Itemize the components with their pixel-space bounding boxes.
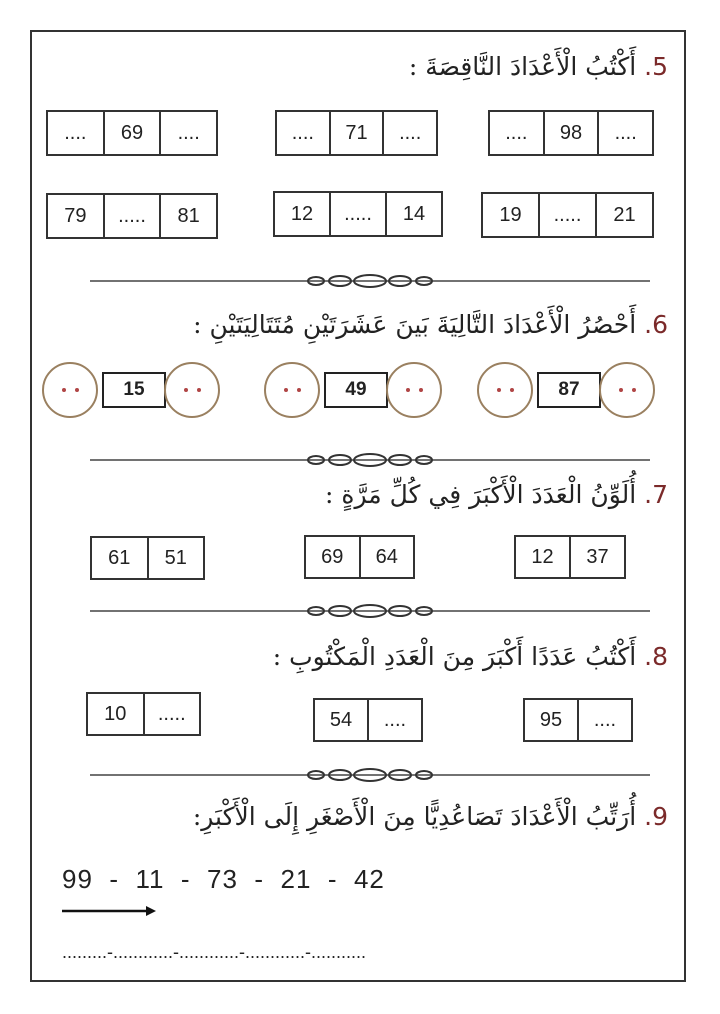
q5-cell[interactable]: .... bbox=[382, 112, 436, 154]
q5-box-1-1 bbox=[46, 110, 218, 156]
q8-cell[interactable]: .... bbox=[577, 700, 631, 740]
q7-cell[interactable]: 61 bbox=[108, 546, 131, 569]
q5-cell[interactable]: .... bbox=[159, 112, 216, 154]
q8-cell[interactable]: .... bbox=[367, 700, 421, 740]
q5-cell[interactable]: .... bbox=[64, 121, 87, 144]
q8-pair-box bbox=[313, 698, 423, 742]
arrow-right-icon bbox=[62, 904, 156, 918]
q5-box-2-2 bbox=[273, 191, 443, 237]
question-7-title: أُلَوِّنُ الْعَدَدَ الْأَكْبَرَ فِي كُلِّ مَرَّةٍ : bbox=[325, 480, 637, 509]
answer-circle-right[interactable] bbox=[386, 362, 442, 418]
question-8-title: أَكْتُبُ عَدَدًا أَكْبَرَ مِنَ الْعَدَدِ الْمَكْتُوبِ : bbox=[272, 642, 637, 671]
question-6-number: 6. bbox=[644, 310, 668, 339]
q5-box-2-1 bbox=[46, 193, 218, 239]
q5-cell: 12 bbox=[290, 202, 314, 225]
q7-cell[interactable]: 69 bbox=[321, 545, 344, 568]
q5-cell: 19 bbox=[499, 203, 522, 226]
answer-circle-left[interactable] bbox=[477, 362, 533, 418]
answer-circle-right[interactable] bbox=[164, 362, 220, 418]
q5-cell[interactable]: ..... bbox=[538, 194, 595, 236]
q8-pair-box bbox=[523, 698, 633, 742]
q5-cell: 14 bbox=[385, 193, 441, 235]
q8-cell: 54 bbox=[329, 708, 353, 731]
question-9-heading bbox=[193, 802, 668, 831]
q6-value-box: 87 bbox=[537, 372, 601, 408]
q5-cell[interactable]: ..... bbox=[329, 193, 385, 235]
number-sequence: 99 - 11 - 73 - 21 - 42 bbox=[62, 864, 385, 894]
q7-cell[interactable]: 64 bbox=[359, 537, 414, 577]
q6-value-box: 49 bbox=[324, 372, 388, 408]
q5-cell: 69 bbox=[103, 112, 160, 154]
question-9-number: 9. bbox=[644, 802, 668, 831]
q5-cell[interactable]: .... bbox=[597, 112, 652, 154]
question-7-number: 7. bbox=[644, 480, 668, 509]
ornament-divider bbox=[90, 602, 650, 620]
q5-cell[interactable]: ..... bbox=[103, 195, 160, 237]
q5-cell: 21 bbox=[595, 194, 652, 236]
q7-cell[interactable]: 37 bbox=[569, 537, 624, 577]
q7-pair-box bbox=[304, 535, 415, 579]
ornament-divider bbox=[90, 766, 650, 784]
question-5-heading bbox=[409, 52, 668, 81]
question-9-title: أُرَتِّبُ الْأَعْدَادَ تَصَاعُدِيًّا مِنَ الْأَصْغَرِ إِلَى الْأَكْبَرِ: bbox=[192, 802, 637, 831]
answer-line[interactable]: .........-............-............-............-........... bbox=[62, 942, 367, 962]
q7-pair-box bbox=[90, 536, 205, 580]
q8-pair-box bbox=[86, 692, 201, 736]
answer-circle-left[interactable] bbox=[42, 362, 98, 418]
question-5-number: 5. bbox=[644, 52, 668, 81]
q7-pair-box bbox=[514, 535, 626, 579]
q7-cell[interactable]: 12 bbox=[531, 545, 554, 568]
q5-cell: 81 bbox=[159, 195, 216, 237]
q5-cell[interactable]: .... bbox=[505, 121, 528, 144]
q5-box-1-2 bbox=[275, 110, 438, 156]
ornament-divider bbox=[90, 451, 650, 469]
q8-cell: 10 bbox=[104, 702, 127, 725]
q5-cell: 98 bbox=[543, 112, 598, 154]
answer-circle-right[interactable] bbox=[599, 362, 655, 418]
ornament-divider bbox=[90, 272, 650, 290]
q5-box-1-3 bbox=[488, 110, 654, 156]
question-7-heading bbox=[325, 480, 668, 509]
q6-value-box: 15 bbox=[102, 372, 166, 408]
q8-cell[interactable]: ..... bbox=[143, 694, 200, 734]
answer-circle-left[interactable] bbox=[264, 362, 320, 418]
question-8-number: 8. bbox=[644, 642, 668, 671]
q5-cell[interactable]: .... bbox=[291, 121, 314, 144]
q5-box-2-3 bbox=[481, 192, 654, 238]
question-8-heading bbox=[273, 642, 668, 671]
q8-cell: 95 bbox=[539, 708, 563, 731]
q7-cell[interactable]: 51 bbox=[147, 538, 204, 578]
question-6-title: أَحْصُرُ الْأَعْدَادَ التَّالِيَةَ بَينَ عَشَرَتَيْنِ مُتَتَالِيَتَيْنِ : bbox=[193, 310, 637, 339]
question-6-heading bbox=[193, 310, 668, 339]
q5-cell: 79 bbox=[64, 204, 87, 227]
q5-cell: 71 bbox=[329, 112, 383, 154]
question-5-title: أَكْتُبُ الْأَعْدَادَ النَّاقِصَةَ : bbox=[408, 52, 637, 81]
